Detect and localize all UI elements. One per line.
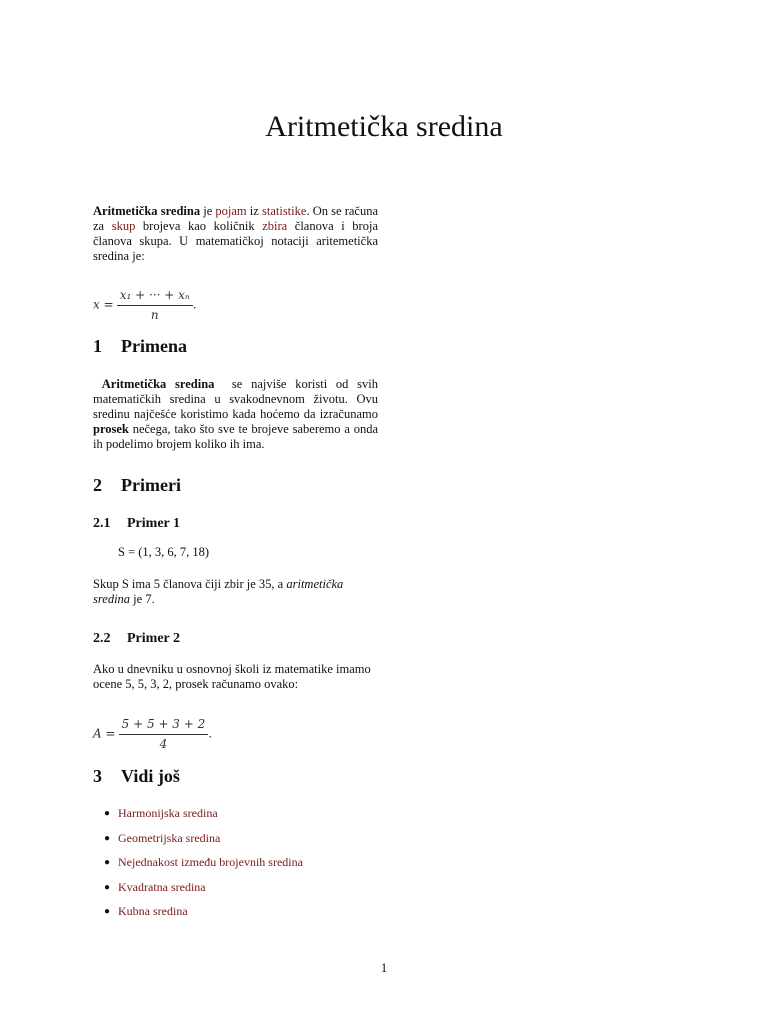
see-also-list-wrapper: [93, 806, 378, 929]
intro-paragraph: [93, 204, 378, 264]
section-heading-vidi-jos: [93, 766, 378, 786]
formula-denominator: 4: [159, 737, 168, 751]
primena-text: nečega, tako što sve te brojeve saberemo a onda ih podelimo brojem koliko ih ima.: [93, 422, 378, 451]
formula-numerator: x₁ + ··· + xₙ: [117, 288, 193, 306]
bullet-icon: ●: [104, 832, 111, 844]
primer1-italic: aritmetička sredina: [93, 577, 344, 606]
bullet-icon: ●: [104, 906, 111, 917]
section-number: 2: [93, 475, 102, 495]
set-definition: S = (1, 3, 6, 7, 18): [118, 545, 210, 559]
intro-text: iz: [246, 204, 262, 218]
list-item: [93, 904, 378, 929]
link-statistike[interactable]: statistike: [261, 204, 307, 218]
formula-end: .: [192, 297, 197, 312]
section-heading-primena: [93, 336, 378, 356]
section-title: Primeri: [121, 475, 181, 495]
link-skup[interactable]: skup: [111, 219, 136, 233]
intro-block: [93, 204, 378, 264]
bullet-icon: ●: [104, 808, 111, 819]
primer2-body: [93, 662, 378, 692]
formula-grades: [93, 717, 378, 752]
primer1-text: je 7.: [130, 592, 155, 606]
primer1-text: Skup S ima 5 članova čiji zbir je 35, a: [93, 577, 287, 591]
formula-denominator: n: [150, 308, 159, 322]
formula-fraction: [119, 717, 209, 752]
primena-text: se najviše koristi od svih matematičkih sredina u svakodnevnom životu. Ovu sredinu najčešće koristimo kada hoćemo da izračunamo: [93, 377, 379, 421]
formula-lhs: A =: [93, 726, 116, 741]
subsection-title: Primer 2: [127, 631, 180, 646]
formula-end: .: [208, 726, 213, 741]
formula-fraction: [117, 288, 193, 323]
page-number: 1: [380, 960, 388, 975]
page-title: Aritmetička sredina: [265, 110, 503, 143]
link-kubna-sredina[interactable]: Kubna sredina: [118, 904, 188, 918]
section-primena-body: [93, 377, 378, 452]
section-title: Primena: [121, 336, 187, 356]
list-item: [93, 806, 378, 831]
section-number: 1: [93, 336, 102, 356]
intro-text: . On se računa za: [93, 204, 379, 233]
subsection-number: 2.1: [93, 516, 111, 531]
subsection-heading-primer1: [93, 516, 378, 531]
link-kvadratna-sredina[interactable]: Kvadratna sredina: [118, 879, 206, 894]
link-nejednakost[interactable]: Nejednakost između brojevnih sredina: [118, 855, 303, 869]
subsection-number: 2.2: [93, 631, 111, 646]
intro-text: članova i broja članova skupa. U matematičkoj notaciji aritemetička sredina je:: [93, 219, 378, 263]
bullet-icon: ●: [104, 857, 111, 868]
formula-lhs: x =: [93, 297, 114, 312]
primena-prosek: prosek: [93, 422, 129, 436]
formula-numerator: 5 + 5 + 3 + 2: [119, 717, 209, 735]
primer1-paragraph: [93, 577, 378, 607]
link-harmonijska-sredina[interactable]: Harmonijska sredina: [118, 806, 218, 820]
primena-term: Aritmetička sredina: [101, 377, 215, 391]
primer1-body: [93, 577, 378, 607]
list-item: [93, 855, 378, 880]
intro-term: Aritmetička sredina: [93, 204, 201, 218]
formula-mean: [93, 288, 378, 323]
subsection-heading-primer2: [93, 631, 378, 646]
list-item: [93, 831, 378, 856]
primena-paragraph: [93, 377, 378, 452]
link-zbira[interactable]: zbira: [262, 219, 288, 233]
section-number: 3: [93, 766, 102, 786]
intro-text: brojeva kao količnik: [135, 219, 263, 233]
bullet-icon: ●: [104, 881, 111, 893]
see-also-list: [93, 806, 378, 929]
subsection-title: Primer 1: [127, 516, 180, 531]
primer2-paragraph: Ako u dnevniku u osnovnoj školi iz matematike imamo ocene 5, 5, 3, 2, prosek računamo ovako:: [93, 662, 371, 691]
link-geometrijska-sredina[interactable]: Geometrijska sredina: [118, 830, 221, 845]
section-title: Vidi još: [121, 766, 180, 786]
list-item: [93, 880, 378, 905]
intro-text: je: [200, 204, 216, 218]
link-pojam[interactable]: pojam: [215, 204, 247, 218]
section-heading-primeri: [93, 475, 378, 495]
